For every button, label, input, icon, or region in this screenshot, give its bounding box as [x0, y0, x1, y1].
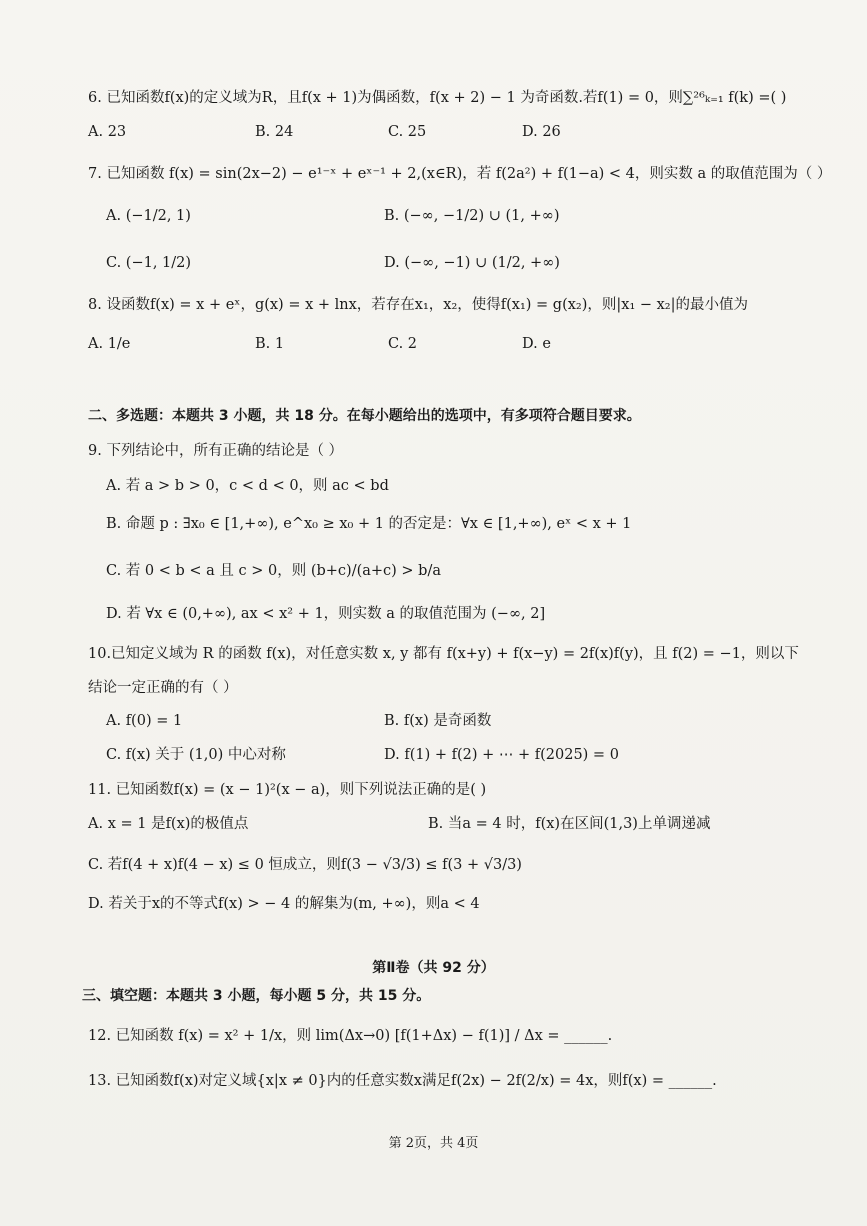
q6-option-c: C. 25 [388, 124, 427, 140]
q7-option-a: A. (−1/2, 1) [106, 208, 191, 224]
q13-stem: 13. 已知函数f(x)对定义域{x|x ≠ 0}内的任意实数x满足f(2x) − 2f(2/x) = 4x，则f(x) = ______. [88, 1073, 717, 1089]
q12-stem: 12. 已知函数 f(x) = x² + 1/x，则 lim(Δx→0) [f(1+Δx) − f(1)] / Δx = ______. [88, 1028, 613, 1044]
q10-option-c: C. f(x) 关于 (1,0) 中心对称 [106, 747, 286, 763]
q9-option-d: D. 若 ∀x ∈ (0,+∞), ax < x² + 1，则实数 a 的取值范围为 (−∞, 2] [106, 606, 546, 622]
q8-option-b: B. 1 [255, 336, 285, 352]
part-2-title: 第Ⅱ卷（共 92 分） [372, 960, 495, 976]
q11-option-c: C. 若f(4 + x)f(4 − x) ≤ 0 恒成立，则f(3 − √3/3) ≤ f(3 + √3/3) [88, 857, 522, 873]
q6-option-a: A. 23 [88, 124, 127, 140]
q8-option-d: D. e [522, 336, 551, 352]
q6-option-b: B. 24 [255, 124, 294, 140]
q8-option-c: C. 2 [388, 336, 418, 352]
q8-option-a: A. 1/e [88, 336, 131, 352]
q11-option-d: D. 若关于x的不等式f(x) > − 4 的解集为(m, +∞)，则a < 4 [88, 896, 480, 912]
q7-option-d: D. (−∞, −1) ∪ (1/2, +∞) [384, 255, 560, 271]
q11-option-a: A. x = 1 是f(x)的极值点 [88, 816, 249, 832]
q11-option-b: B. 当a = 4 时，f(x)在区间(1,3)上单调递减 [428, 816, 711, 832]
q6-stem: 6. 已知函数f(x)的定义域为R，且f(x + 1)为偶函数，f(x + 2) − 1 为奇函数.若f(1) = 0，则∑²⁶ₖ₌₁ f(k) =( ) [88, 90, 787, 106]
q9-option-a: A. 若 a > b > 0，c < d < 0，则 ac < bd [106, 478, 389, 494]
q9-stem: 9. 下列结论中，所有正确的结论是（ ） [88, 443, 344, 459]
q7-option-c: C. (−1, 1/2) [106, 255, 192, 271]
q7-option-b: B. (−∞, −1/2) ∪ (1, +∞) [384, 208, 560, 224]
q6-option-d: D. 26 [522, 124, 561, 140]
q10-option-b: B. f(x) 是奇函数 [384, 713, 492, 729]
page-footer: 第 2页，共 4页 [388, 1136, 479, 1151]
section-2-heading: 二、多选题：本题共 3 小题，共 18 分。在每小题给出的选项中，有多项符合题目要求。 [88, 408, 641, 424]
q10-option-a: A. f(0) = 1 [106, 713, 183, 729]
q10-stem-line2: 结论一定正确的有（ ） [88, 680, 238, 696]
q10-stem-line1: 10.已知定义域为 R 的函数 f(x)，对任意实数 x, y 都有 f(x+y) + f(x−y) = 2f(x)f(y)，且 f(2) = −1，则以下 [88, 646, 799, 662]
q8-stem: 8. 设函数f(x) = x + eˣ，g(x) = x + lnx，若存在x₁，x₂，使得f(x₁) = g(x₂)，则|x₁ − x₂|的最小值为 [88, 297, 749, 313]
q7-stem: 7. 已知函数 f(x) = sin(2x−2) − e¹⁻ˣ + eˣ⁻¹ + 2,(x∈R)，若 f(2a²) + f(1−a) < 4，则实数 a 的取值范围为（ ） [88, 166, 832, 182]
q9-option-c: C. 若 0 < b < a 且 c > 0，则 (b+c)/(a+c) > b/a [106, 563, 441, 579]
q9-option-b: B. 命题 p : ∃x₀ ∈ [1,+∞), e^x₀ ≥ x₀ + 1 的否定是：∀x ∈ [1,+∞), eˣ < x + 1 [106, 516, 632, 532]
section-3-heading: 三、填空题：本题共 3 小题，每小题 5 分，共 15 分。 [82, 988, 431, 1004]
q10-option-d: D. f(1) + f(2) + ⋯ + f(2025) = 0 [384, 747, 619, 763]
q11-stem: 11. 已知函数f(x) = (x − 1)²(x − a)，则下列说法正确的是( ) [88, 782, 487, 798]
